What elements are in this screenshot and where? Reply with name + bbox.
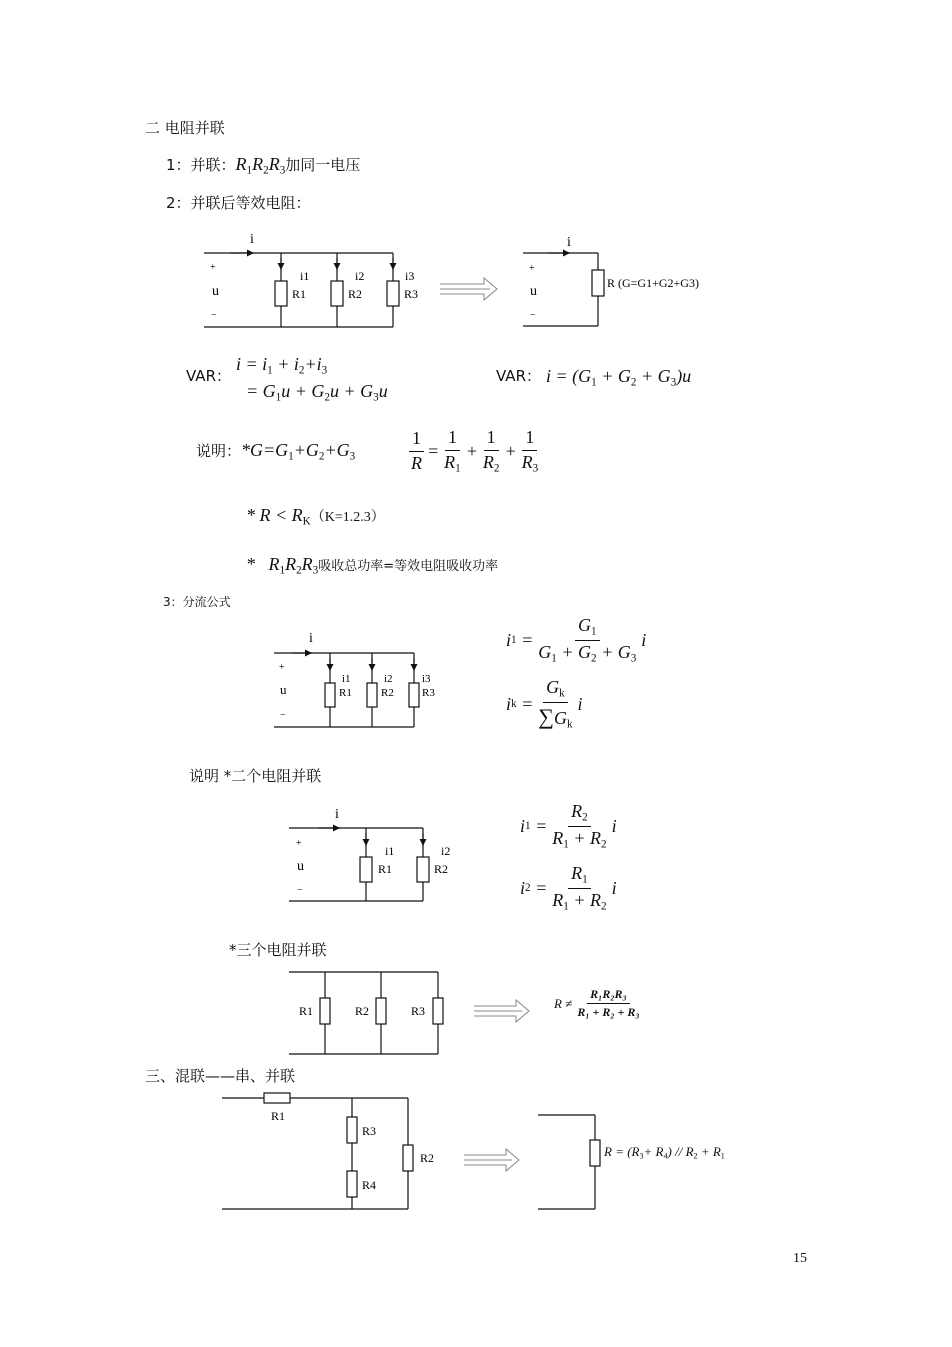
c4-label-u: u [297,859,304,874]
c3-label-r2: R2 [381,687,394,699]
note-k-range: （K=1.2.3） [310,510,385,525]
c1-label-i3: i3 [405,269,415,283]
c3-label-r3: R3 [422,687,435,699]
c1-label-r3: R3 [404,287,419,301]
note-two-resistors: 说明 *二个电阻并联 [189,767,322,785]
note-label: 说明： [196,442,242,460]
c3-label-minus: − [280,710,286,721]
c4-label-i2: i2 [441,844,451,858]
c6-label-r2: R2 [420,1151,435,1165]
c2-label-eq: R (G=G1+G2+G3) [607,276,699,290]
c1-label-i2: i2 [355,269,365,283]
c3-label-i2: i2 [384,673,393,685]
var-label-right: VAR： [496,367,541,385]
note-r-formula: $\frac{1}{R}$ = $\frac{1}{R_1}$ + $\frac{1}{R_2}$ + $\frac{1}{R_3}$ [411,427,539,475]
c3-label-i: i [309,631,313,646]
c1-label-i: i [250,232,254,247]
arrow-equivalence-2 [474,1000,529,1022]
c5-label-r3: R3 [411,1004,426,1018]
note-absorb-text: 吸收总功率=等效电阻吸收功率 [318,559,499,574]
item1-suffix: 加同一电压 [285,156,361,174]
c1-label-plus: + [210,262,216,273]
c4-label-r2: R2 [434,862,449,876]
c3-label-i1: i1 [342,673,351,685]
var-eq-left-2: = $G_1u + G_2u + G_3u$ [246,381,388,404]
mixed-formula: $R = (R_3+ R_4) // R_2 + R_1$ [604,1144,725,1161]
c3-label-plus: + [279,662,285,673]
note-absorb-math: * $R_1R_2R_3$ [246,554,319,577]
c6-label-r3: R3 [362,1124,377,1138]
item2-text: 2：并联后等效电阻： [166,194,311,212]
page-number: 15 [793,1251,807,1266]
note-three-resistors: *三个电阻并联 [229,941,327,959]
item1-math: $R_1R_2R_3$ [235,154,286,177]
three-formula: R ≠ $\frac{\text{R₁R₂R₃}}{\text{R₁ + R₂ + R₃}}$ [554,987,640,1020]
c6-label-r4: R4 [362,1178,377,1192]
var-label-left: VAR： [186,367,231,385]
c2-label-plus: + [529,263,535,274]
item1-prefix: 1：并联： [166,156,236,174]
circuit-parallel-two [289,828,429,901]
c4-label-r1: R1 [378,862,393,876]
c6-label-r1: R1 [271,1109,286,1123]
c5-label-r2: R2 [355,1004,370,1018]
c1-label-u: u [212,284,219,299]
var-eq-right: $i = (G_1 + G_2 + G_3)u$ [546,366,692,389]
c3-label-i3: i3 [422,673,431,685]
two-formula-i2: i 2 = $\frac{R_1}{R_1 + R_2}$ i [520,863,617,912]
two-formula-i1: i 1 = $\frac{R_2}{R_1 + R_2}$ i [520,801,617,850]
c1-label-r2: R2 [348,287,363,301]
arrow-equivalence-3 [464,1149,519,1171]
c5-label-r1: R1 [299,1004,314,1018]
c3-label-u: u [280,682,287,697]
note-g-math: $*G=G_1+G_2+G_3$ [241,440,356,463]
c3-label-r1: R1 [339,687,352,699]
c1-label-r1: R1 [292,287,307,301]
mixed-heading: 三、混联——串、并联 [145,1067,296,1085]
c2-label-u: u [530,284,537,299]
divider-formula-i1: i 1 = $\frac{G_1}{G_1 + G_2 + G_3}$ i [506,615,647,664]
circuit-mixed-equivalent [538,1115,600,1209]
c2-label-i: i [567,235,571,250]
item3-text: 3：分流公式 [163,595,231,609]
c1-label-minus: − [211,310,217,321]
var-eq-left-1: $i = i_1 + i_2+i_3$ [236,354,328,377]
c4-label-plus: + [296,838,302,849]
c1-label-i1: i1 [300,269,310,283]
c2-label-minus: − [530,310,536,321]
c4-label-i: i [335,807,339,822]
c4-label-i1: i1 [385,844,395,858]
arrow-equivalence-1 [440,278,497,300]
note-k-math: * $R < R_K$ [246,505,311,528]
section2-heading: 二 电阻并联 [145,119,225,137]
circuit-mixed [222,1093,413,1209]
c4-label-minus: − [297,885,303,896]
divider-formula-ik: i k = $\frac{G_k}{\sum G_k}$ i [506,677,583,730]
